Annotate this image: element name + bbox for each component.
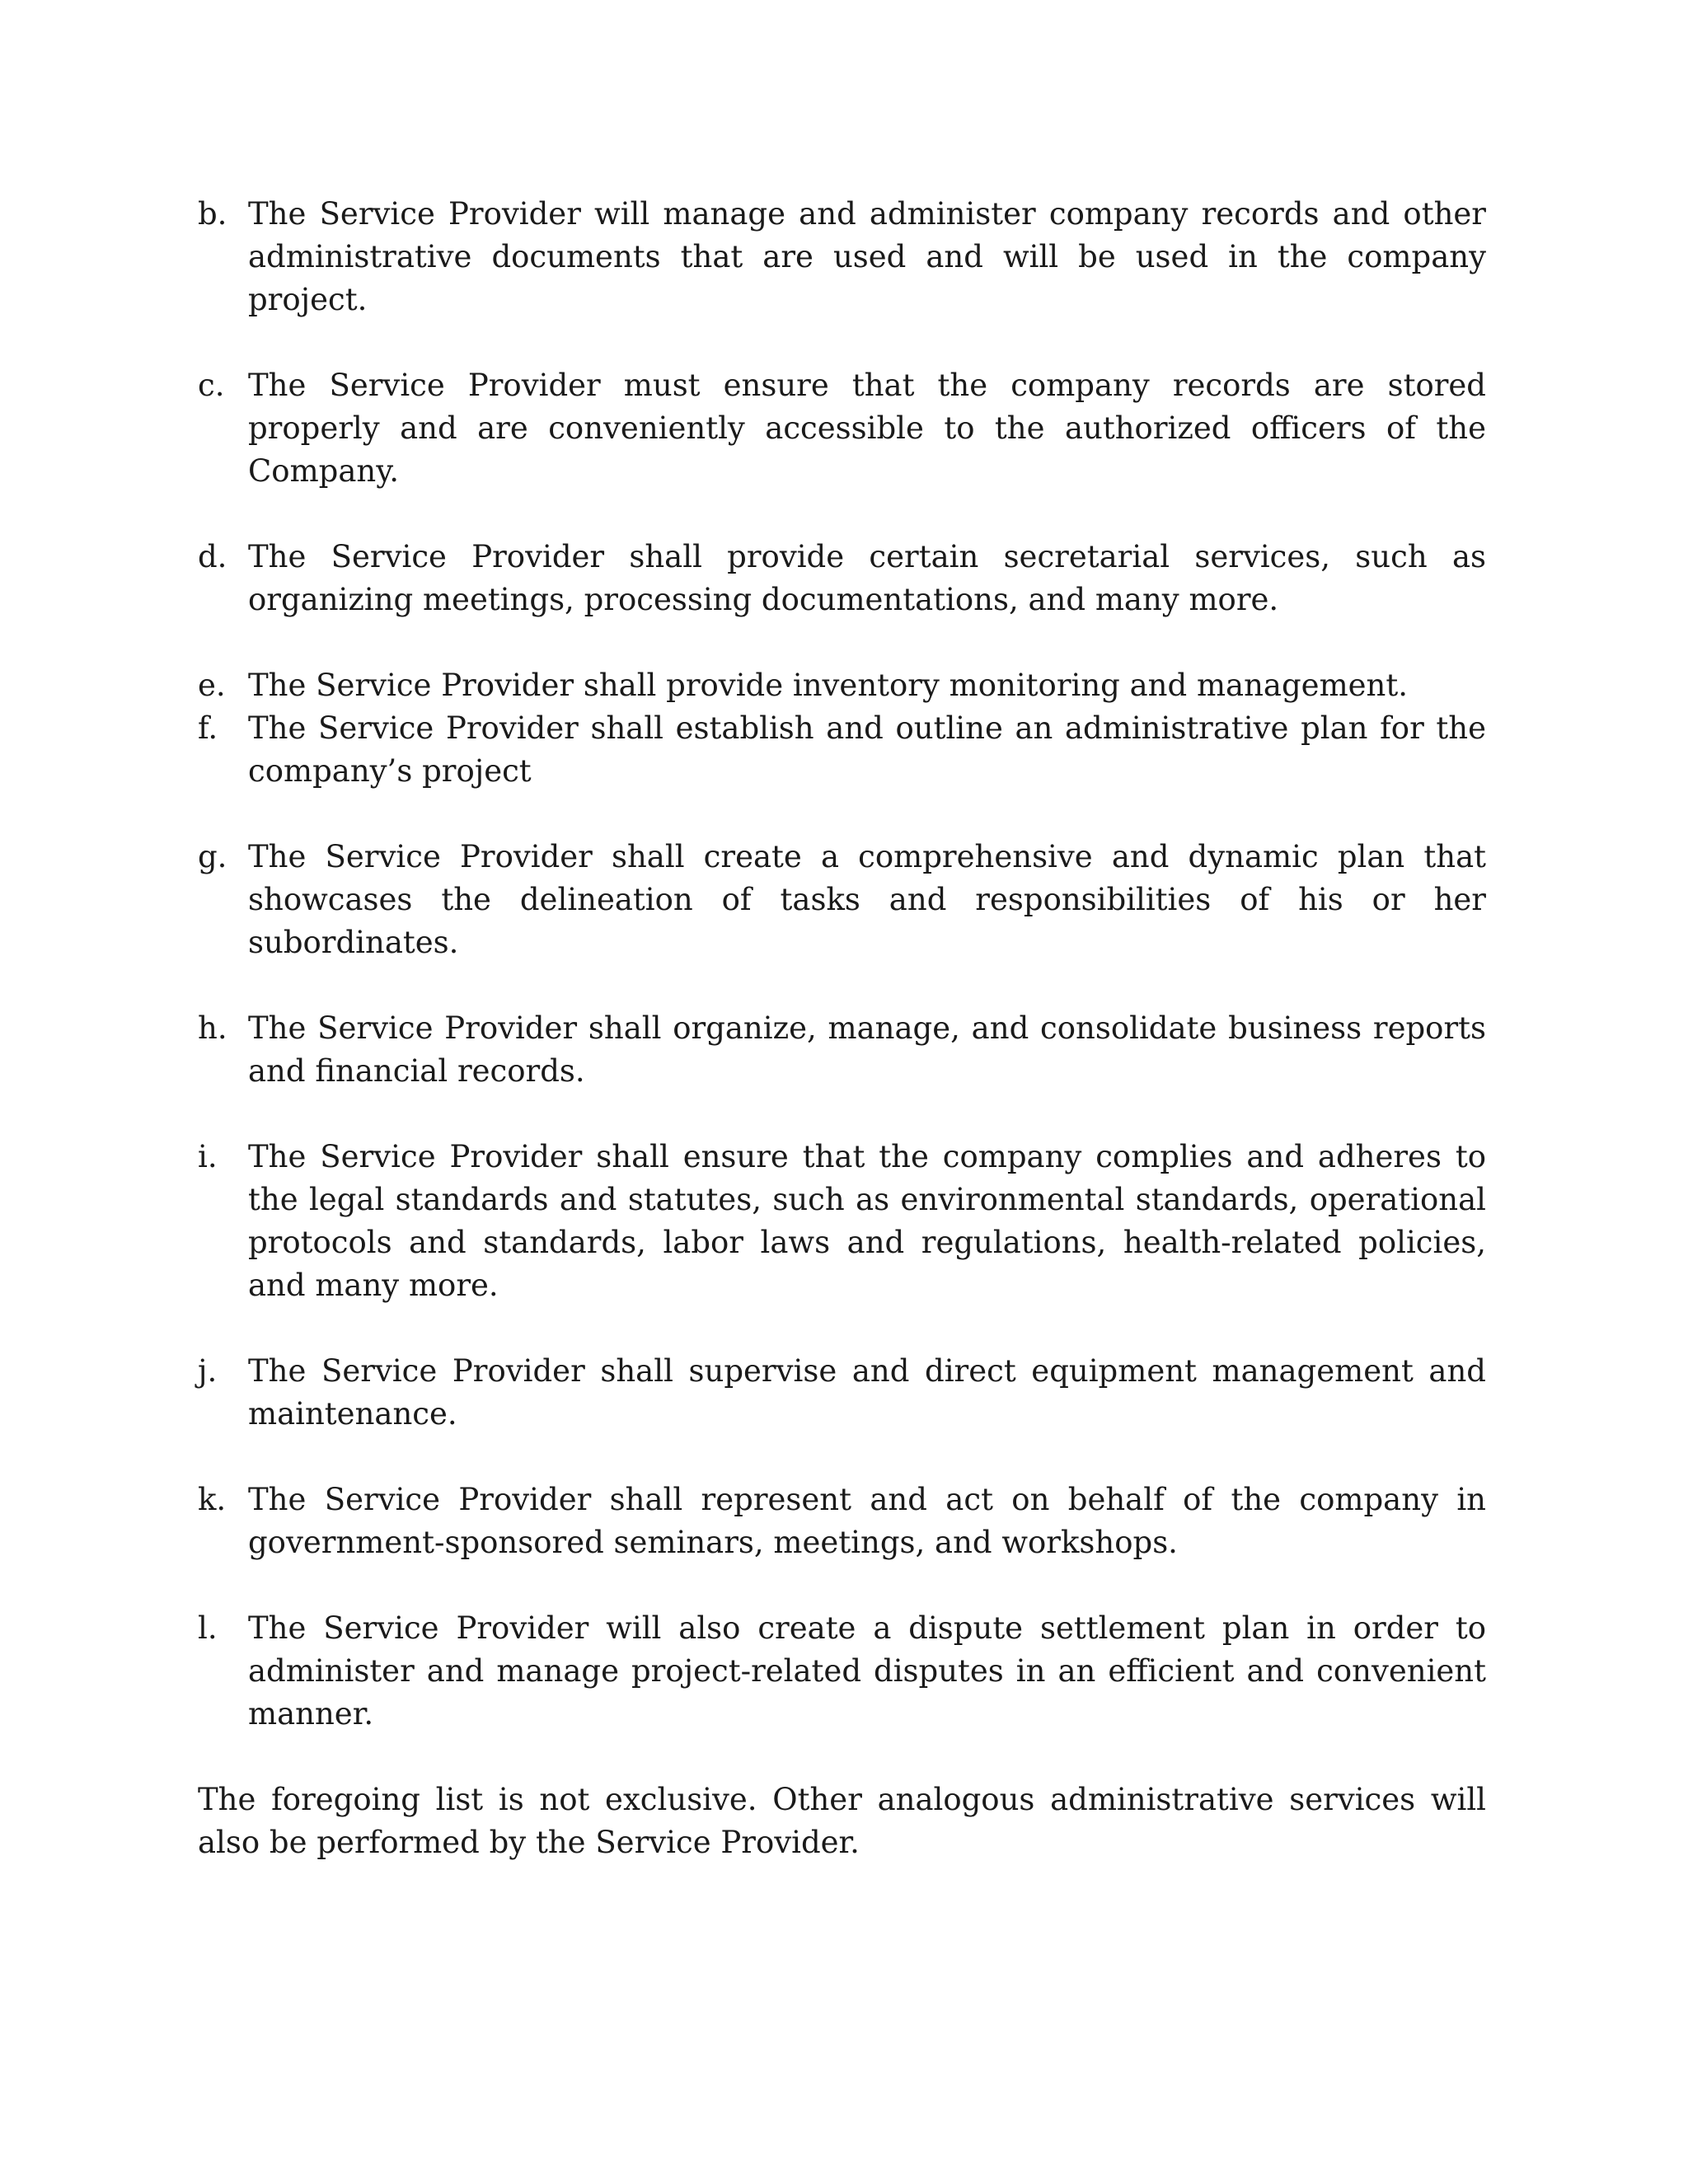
list-item-k xyxy=(198,1479,1486,1564)
list-item-text: The Service Provider must ensure that the company records are stored properly and are conveniently accessible to the authorized officers of the Company. xyxy=(248,368,1486,489)
list-item-f xyxy=(198,707,1486,793)
list-marker: f. xyxy=(198,710,218,746)
list-item-j xyxy=(198,1350,1486,1436)
list-marker: c. xyxy=(198,368,225,403)
list-item-text: The Service Provider shall provide certain secretarial services, such as organizing meetings, processing documentations, and many more. xyxy=(248,539,1486,617)
list-item-b xyxy=(198,193,1486,321)
list-item-h xyxy=(198,1007,1486,1093)
list-item-text: The Service Provider shall create a comprehensive and dynamic plan that showcases the delineation of tasks and responsibilities of his or her subordinates. xyxy=(248,839,1486,960)
list-marker: j. xyxy=(198,1353,218,1389)
list-item-text: The Service Provider shall provide inventory monitoring and management. xyxy=(248,668,1409,703)
list-item-text: The Service Provider shall organize, manage, and consolidate business reports and financial records. xyxy=(248,1010,1486,1089)
list-item-text: The Service Provider shall supervise and direct equipment management and maintenance. xyxy=(248,1353,1486,1432)
list-marker: g. xyxy=(198,839,227,874)
list-item-g xyxy=(198,836,1486,964)
list-item-l xyxy=(198,1607,1486,1736)
list-marker: h. xyxy=(198,1010,227,1046)
list-marker: i. xyxy=(198,1139,218,1174)
list-item-e xyxy=(198,664,1486,707)
list-item-text: The Service Provider shall represent and act on behalf of the company in government-sponsored seminars, meetings, and workshops. xyxy=(248,1482,1486,1560)
list-item-text: The Service Provider shall ensure that the company complies and adheres to the legal standards and statutes, such as environmental standards, operational protocols and standards, labor laws and regulations, health-related policies, and many more. xyxy=(248,1139,1486,1303)
list-item-text: The Service Provider shall establish and outline an administrative plan for the company’s project xyxy=(248,710,1486,789)
list-item-i xyxy=(198,1136,1486,1307)
list-marker: d. xyxy=(198,539,227,574)
list-item-text: The Service Provider will manage and administer company records and other administrative documents that are used and will be used in the company project. xyxy=(248,196,1486,317)
list-marker: l. xyxy=(198,1610,218,1646)
list-marker: e. xyxy=(198,668,226,703)
list-item-c xyxy=(198,364,1486,493)
list-marker: k. xyxy=(198,1482,227,1517)
list-marker: b. xyxy=(198,196,227,232)
closing-paragraph: The foregoing list is not exclusive. Other analogous administrative services will also be performed by the Service Provider. xyxy=(198,1782,1486,1860)
document-body xyxy=(198,193,1486,1864)
list-item-text: The Service Provider will also create a dispute settlement plan in order to administer and manage project-related disputes in an efficient and convenient manner. xyxy=(248,1610,1486,1732)
list-item-d xyxy=(198,536,1486,621)
